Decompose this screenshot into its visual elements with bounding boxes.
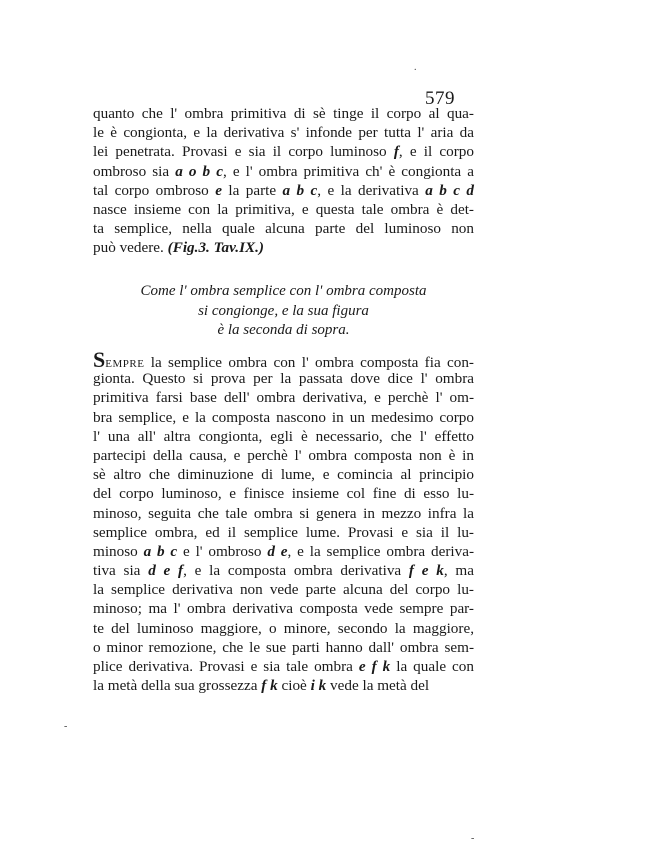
text-span: ta semplice, nella quale alcuna parte del luminoso non (93, 220, 474, 238)
small-caps-word: EMPRE (105, 358, 145, 370)
heading-line: si congionge, e la sua figura (198, 302, 369, 319)
heading-line: Come l' ombra semplice con l' ombra composta (140, 283, 427, 299)
drop-capital: S (93, 347, 106, 372)
text-span: tal corpo ombroso (93, 181, 216, 199)
text-span: te del luminoso maggiore, o minore, secondo la maggiore, (93, 619, 474, 637)
page-number: 579 (425, 88, 455, 109)
text-span: la metà della sua grossezza (93, 677, 262, 695)
ink-speck: - (471, 833, 475, 844)
text-span: l' una all' altra congionta, egli è necessario, che l' effetto (93, 427, 474, 445)
text-span: minoso, seguita che tale ombra si genera in mezzo infra la (93, 504, 474, 522)
text-span: la semplice derivativa non vede parte alcuna del corpo lu- (93, 581, 474, 599)
text-span: minoso; ma l' ombra derivativa composta vede sempre par- (93, 600, 474, 618)
text-line (93, 123, 474, 142)
text-span: partecipi della causa, e perchè l' ombra composta non è in (93, 446, 474, 464)
text-span: , e l' ombra primitiva ch' è congionta a (222, 162, 474, 180)
text-line (93, 580, 474, 599)
text-span: ombroso sia (93, 162, 176, 180)
text-span: semplice ombra, ed il semplice lume. Provasi e sia il lu- (93, 523, 474, 541)
ink-speck: - (64, 721, 68, 732)
text-line (93, 504, 474, 523)
text-line (93, 638, 474, 657)
text-span: lei penetrata. Provasi e sia il corpo luminoso (93, 143, 394, 161)
ink-speck: . (414, 62, 417, 73)
text-span: bra semplice, e la composta nascono in un medesimo corpo (93, 408, 474, 426)
text-span: plice derivativa. Provasi e sia tale ombra (93, 658, 359, 675)
text-span: nasce insieme con la primitiva, e questa tale ombra è det- (93, 200, 474, 218)
text-span: o minor remozione, che le sue parti hanno dall' ombra sem- (93, 638, 474, 656)
paragraph-1 (93, 104, 474, 258)
text-line (93, 561, 474, 580)
italic-label: (Fig.3. Tav.IX.) (167, 239, 264, 257)
italic-label: a b c (143, 542, 178, 560)
text-line (93, 388, 474, 407)
text-span: del corpo luminoso, e finisce insieme col fine di esso lu- (93, 485, 474, 503)
italic-label: e (215, 181, 222, 199)
text-span: primitiva farsi base dell' ombra derivativa, e perchè l' om- (93, 389, 474, 407)
text-span: la parte (221, 181, 283, 199)
text-line (93, 369, 474, 388)
text-line (93, 484, 474, 503)
italic-label: a b c d (425, 181, 474, 199)
text-span: vede la metà del (326, 677, 430, 695)
text-span: sè altro che diminuzione di lume, e comincia al principio (93, 466, 474, 484)
text-span: la semplice ombra con l' ombra composta fia con- (144, 354, 474, 371)
text-line (93, 465, 474, 484)
text-line (93, 542, 474, 561)
text-span: , e la composta ombra derivativa (183, 562, 409, 580)
text-line (93, 181, 474, 200)
text-span: , e il corpo (398, 143, 474, 161)
text-line (93, 427, 474, 446)
text-span: quanto che l' ombra primitiva di sè tinge il corpo al qua- (93, 105, 474, 122)
text-line (93, 238, 474, 257)
italic-label: i k (310, 677, 327, 695)
text-line (93, 676, 474, 695)
text-span: , e la derivativa (317, 181, 426, 199)
text-line (93, 200, 474, 219)
text-span: cioè (277, 677, 311, 695)
italic-label: d e (267, 542, 288, 560)
text-line (93, 104, 474, 123)
text-line (93, 219, 474, 238)
italic-label: a b c (282, 181, 318, 199)
text-line (93, 162, 474, 181)
italic-label: f e k (408, 562, 444, 580)
text-span: può vedere. (93, 239, 168, 257)
text-span: , ma (443, 562, 474, 580)
text-line (93, 142, 474, 161)
italic-label: d e f (148, 562, 184, 580)
text-line (93, 408, 474, 427)
italic-label: e f k (358, 658, 391, 675)
text-span: le è congionta, e la derivativa s' infonde per tutta l' aria da (93, 124, 474, 142)
section-heading (93, 282, 474, 341)
heading-line: è la seconda di sopra. (217, 322, 350, 338)
italic-label: f k (261, 677, 278, 695)
text-line (93, 619, 474, 638)
text-span: minoso (93, 542, 144, 560)
paragraph-2 (93, 347, 474, 695)
italic-label: a o b c (175, 162, 223, 180)
text-line (93, 446, 474, 465)
text-span: la quale con (390, 658, 474, 675)
text-span: gionta. Questo si prova per la passata dove dice l' ombra (93, 370, 474, 388)
text-span: , e la semplice ombra deriva- (287, 542, 474, 560)
italic-label: f (393, 143, 399, 161)
text-span: e l' ombroso (177, 542, 268, 560)
text-line (93, 347, 474, 372)
text-line (93, 599, 474, 618)
text-line (93, 523, 474, 542)
text-line (93, 657, 474, 676)
text-span: tiva sia (93, 562, 149, 580)
